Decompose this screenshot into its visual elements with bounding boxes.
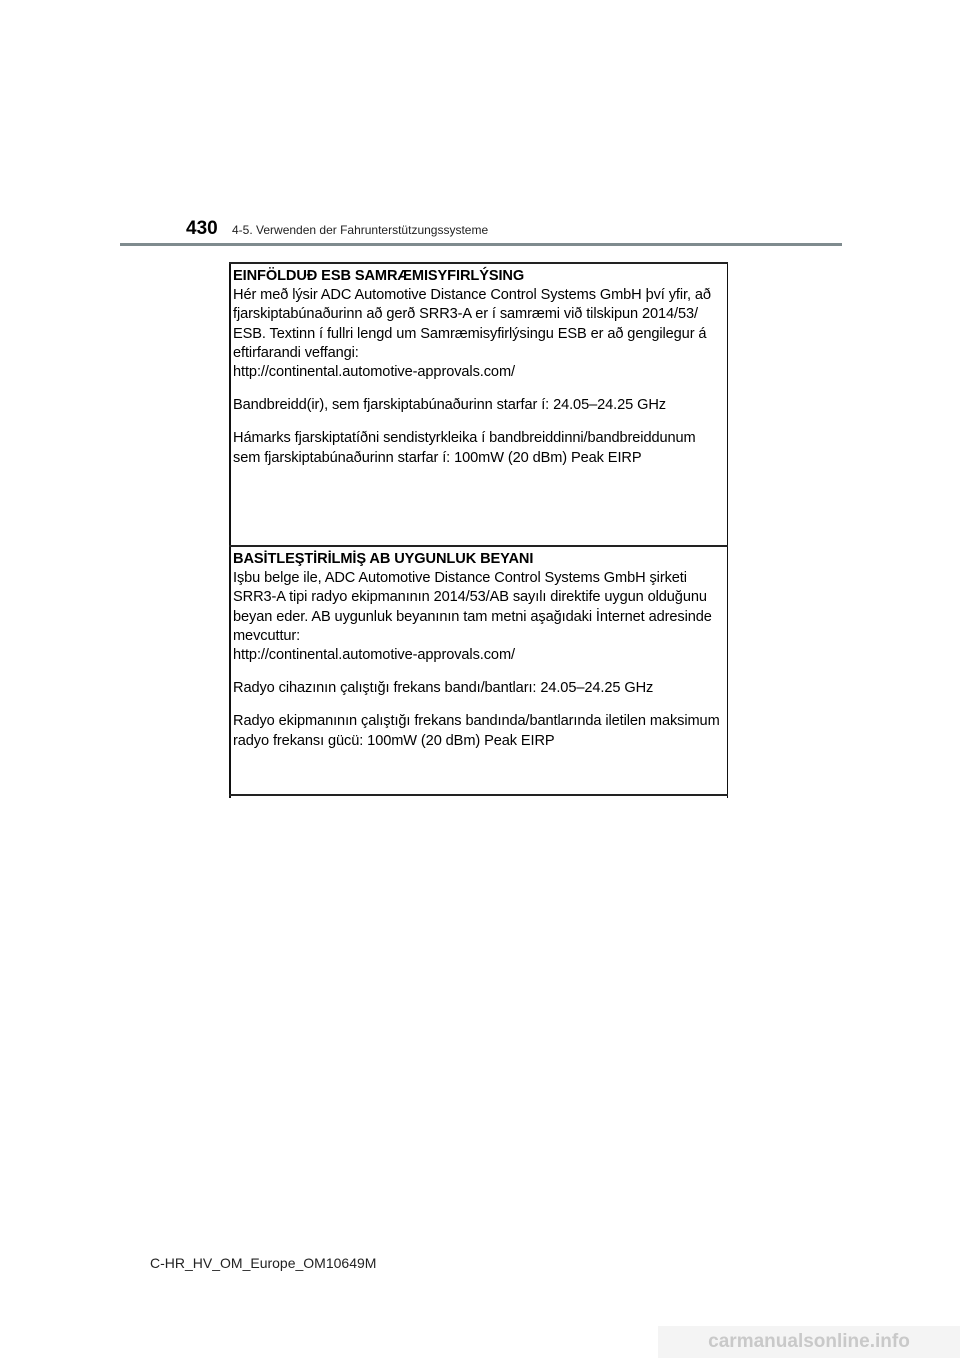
icelandic-declaration-intro: Hér með lýsir ADC Automotive Distance Control Systems GmbH því yfir, að fjarskiptabúnaðurinn að gerð SRR3-A er í samræmi við tilskipun 2014/53/ ESB. Textinn í fullri lengd um Samræmisyfirlýsingu ESB er að gengilegur á eftirfarandi veffangi: xyxy=(233,287,711,361)
paragraph-gap xyxy=(233,415,724,429)
icelandic-declaration-title: EINFÖLDUÐ ESB SAMRÆMISYFIRLÝSING xyxy=(233,268,525,284)
section-title: 4-5. Verwenden der Fahrunterstützungssysteme xyxy=(232,223,489,237)
header-divider xyxy=(120,243,842,246)
turkish-declaration xyxy=(229,545,728,796)
turkish-declaration-url: http://continental.automotive-approvals.com/ xyxy=(233,647,515,664)
turkish-declaration-title: BASİTLEŞTİRİLMİŞ AB UYGUNLUK BEYANI xyxy=(233,551,534,567)
page-number: 430 xyxy=(186,218,218,239)
watermark: carmanualsonline.info xyxy=(658,1326,960,1358)
icelandic-declaration xyxy=(229,262,728,545)
icelandic-declaration-power: Hámarks fjarskiptatíðni sendistyrkleika í bandbreiddinni/bandbreiddunum sem fjarskiptabúnaðurinn starfar í: 100mW (20 dBm) Peak EIRP xyxy=(233,430,696,466)
document-id: C-HR_HV_OM_Europe_OM10649M xyxy=(150,1255,377,1271)
paragraph-gap xyxy=(233,382,724,396)
turkish-declaration-power: Radyo ekipmanının çalıştığı frekans bandında/bantlarında iletilen maksimum radyo frekansı gücü: 100mW (20 dBm) Peak EIRP xyxy=(233,713,720,749)
turkish-declaration-frequency: Radyo cihazının çalıştığı frekans bandı/bantları: 24.05–24.25 GHz xyxy=(233,680,654,697)
icelandic-declaration-frequency: Bandbreidd(ir), sem fjarskiptabúnaðurinn starfar í: 24.05–24.25 GHz xyxy=(233,397,666,414)
paragraph-gap xyxy=(233,665,724,679)
turkish-declaration-intro: Işbu belge ile, ADC Automotive Distance Control Systems GmbH şirketi SRR3-A tipi radyo ekipmanının 2014/53/AB sayılı direktife uygun olduğunu beyan eder. AB uygunluk beyanının tam metni aşağıdaki İnternet adresinde mevcuttur: xyxy=(233,570,712,644)
paragraph-gap xyxy=(233,698,724,712)
icelandic-declaration-url: http://continental.automotive-approvals.com/ xyxy=(233,364,515,381)
